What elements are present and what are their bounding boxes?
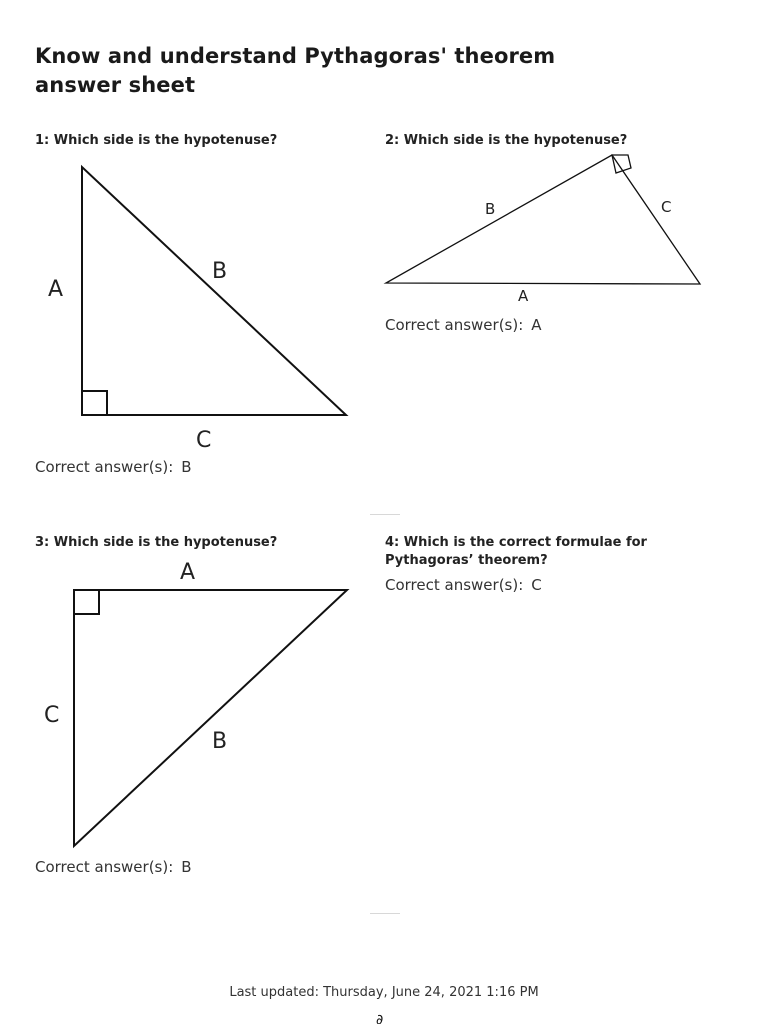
section-divider — [370, 514, 400, 515]
question-2-number: 2 — [385, 133, 395, 148]
question-4-text-line-2: Pythagoras’ theorem? — [385, 553, 548, 568]
triangle-2-label-a: A — [518, 287, 529, 305]
triangle-3-right-angle-marker — [74, 590, 99, 614]
answer-value: B — [181, 858, 192, 876]
page-curl-icon: ∂ — [376, 1012, 384, 1024]
answer-value: A — [531, 316, 542, 334]
answer-value: C — [531, 576, 542, 594]
triangle-1-shape — [82, 167, 346, 415]
triangle-3-shape — [74, 590, 347, 846]
question-4-number: 4 — [385, 535, 395, 550]
question-4-answer — [385, 575, 542, 595]
section-divider — [370, 913, 400, 914]
question-1-heading: 1: Which side is the hypotenuse? — [35, 133, 278, 148]
answer-value: B — [181, 458, 192, 476]
question-2-heading: 2: Which side is the hypotenuse? — [385, 133, 628, 148]
last-updated-footer: Last updated: Thursday, June 24, 2021 1:16 PM — [229, 985, 539, 1000]
question-3-number: 3 — [35, 535, 45, 550]
title-line-2: answer sheet — [35, 73, 196, 97]
question-4-text-line-1: Which is the correct formulae for — [403, 535, 647, 550]
question-3-heading: 3: Which side is the hypotenuse? — [35, 535, 278, 550]
answer-label: Correct answer(s): — [385, 576, 524, 594]
triangle-2-shape — [386, 155, 700, 284]
triangle-2-right-angle-marker — [612, 155, 631, 173]
triangle-3-label-a: A — [180, 560, 196, 585]
triangle-2-diagram — [386, 155, 700, 305]
question-3-answer — [35, 857, 192, 877]
triangle-1-right-angle-marker — [82, 391, 107, 415]
question-2-answer — [385, 315, 542, 335]
question-1-number: 1 — [35, 133, 45, 148]
question-2-text: Which side is the hypotenuse? — [403, 133, 628, 148]
answer-label: Correct answer(s): — [385, 316, 524, 334]
answer-label: Correct answer(s): — [35, 458, 174, 476]
triangle-1-diagram — [48, 167, 346, 453]
triangle-3-label-b: B — [212, 729, 228, 754]
triangle-1-label-c: C — [196, 428, 212, 453]
triangle-1-label-a: A — [48, 277, 64, 302]
triangle-3-label-c: C — [44, 703, 60, 728]
triangle-3-diagram — [44, 560, 347, 846]
question-4-heading: 4: Which is the correct formulae for Pythagoras’ theorem? — [385, 535, 647, 568]
title-line-1: Know and understand Pythagoras' theorem — [35, 44, 556, 68]
triangle-2-label-c: C — [661, 198, 672, 216]
answer-label: Correct answer(s): — [35, 858, 174, 876]
triangle-1-label-b: B — [212, 259, 228, 284]
triangle-2-label-b: B — [485, 200, 496, 218]
question-3-text: Which side is the hypotenuse? — [53, 535, 278, 550]
question-1-answer — [35, 457, 192, 477]
question-1-text: Which side is the hypotenuse? — [53, 133, 278, 148]
